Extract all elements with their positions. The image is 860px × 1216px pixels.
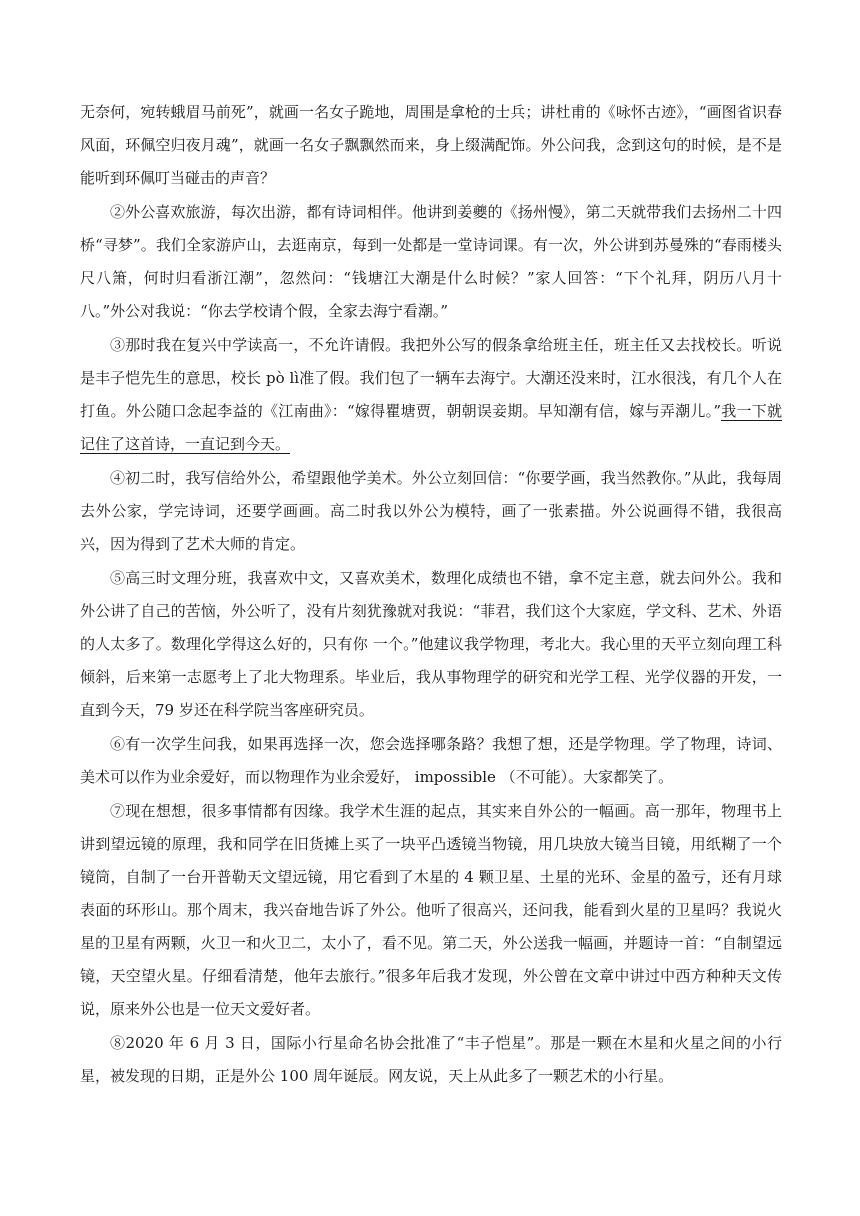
paragraph-continued: 无奈何，宛转蛾眉马前死”，就画一名女子跪地，周围是拿枪的士兵；讲杜甫的《咏怀古迹》，“画图省识春风面，环佩空归夜月魂”，就画一名女子飘飘然而来，身上缀满配饰。外公问我，念到这句的时候，是不是能听到环佩叮当碰击的声音？	[80, 103, 782, 187]
document-body	[80, 96, 782, 1094]
paragraph-7-telescope: ⑦现在想想，很多事情都有因缘。我学术生涯的起点，其实来自外公的一幅画。高一那年，物理书上讲到望远镜的原理，我和同学在旧货摊上买了一块平凸透镜当物镜，用几块放大镜当目镜，用纸糊了一个镜筒，自制了一台开普勒天文望远镜，用它看到了木星的 4 颗卫星、土星的光环、金星的盈亏，还有月球表面的环形山。那个周末，我兴奋地告诉了外公。他听了很高兴，还问我，能看到火星的卫星吗？我说火星的卫星有两颗，火卫一和火卫二，太小了，看不见。第二天，外公送我一幅画，并题诗一首：“自制望远镜，天空望火星。仔细看清楚，他年去旅行。”很多年后我才发现，外公曾在文章中讲过中西方种种天文传说，原来外公也是一位天文爱好者。	[80, 802, 782, 1018]
paragraph-6-choice: ⑥有一次学生问我，如果再选择一次，您会选择哪条路？我想了想，还是学物理。学了物理，诗词、美术可以作为业余爱好，而以物理作为业余爱好， impossible （不可能）。大家都笑了。	[80, 735, 782, 786]
paragraph-2-travel: ②外公喜欢旅游，每次出游，都有诗词相伴。他讲到姜夔的《扬州慢》，第二天就带我们去扬州二十四桥“寻梦”。我们全家游庐山，去逛南京，每到一处都是一堂诗词课。有一次，外公讲到苏曼殊的“春雨楼头尺八箫，何时归看浙江潮”，忽然问：“钱塘江大潮是什么时候？”家人回答：“下个礼拜，阴历八月十八。”外公对我说：“你去学校请个假，全家去海宁看潮。”	[80, 203, 782, 320]
paragraph-5-physics: ⑤高三时文理分班，我喜欢中文，又喜欢美术，数理化成绩也不错，拿不定主意，就去问外公。我和外公讲了自己的苦恼，外公听了，没有片刻犹豫就对我说：“菲君，我们这个大家庭，学文科、艺术、外语的人太多了。数理化学得这么好的，只有你 一个。”他建议我学物理，考北大。我心里的天平立刻向理工科倾斜，后来第一志愿考上了北大物理系。毕业后，我从事物理学的研究和光学工程、光学仪器的开发，一直到今天，79 岁还在科学院当客座研究员。	[80, 569, 782, 719]
underlined-sentence: 我一下就记住了这首诗，一直记到今天。	[80, 402, 782, 453]
paragraph-4-art: ④初二时，我写信给外公，希望跟他学美术。外公立刻回信：“你要学画，我当然教你。”从此，我每周去外公家，学完诗词，还要学画画。高二时我以外公为模特，画了一张素描。外公说画得不错，我很高兴，因为得到了艺术大师的肯定。	[80, 469, 782, 553]
paragraph-8-asteroid: ⑧2020 年 6 月 3 日，国际小行星命名协会批准了“丰子恺星”。那是一颗在木星和火星之间的小行星，被发现的日期，正是外公 100 周年诞辰。网友说，天上从此多了一颗艺术的小行星。	[80, 1034, 782, 1085]
paragraph-3-text: ③那时我在复兴中学读高一，不允许请假。我把外公写的假条拿给班主任，班主任又去找校长。听说是丰子恺先生的意思，校长 pò lì准了假。我们包了一辆车去海宁。大潮还没来时，江水很浅，有几个人在打鱼。外公随口念起李益的《江南曲》：“嫁得瞿塘贾，朝朝误妾期。早知潮有信，嫁与弄潮儿。”	[80, 336, 782, 420]
paragraph-3-tide	[80, 329, 782, 461]
